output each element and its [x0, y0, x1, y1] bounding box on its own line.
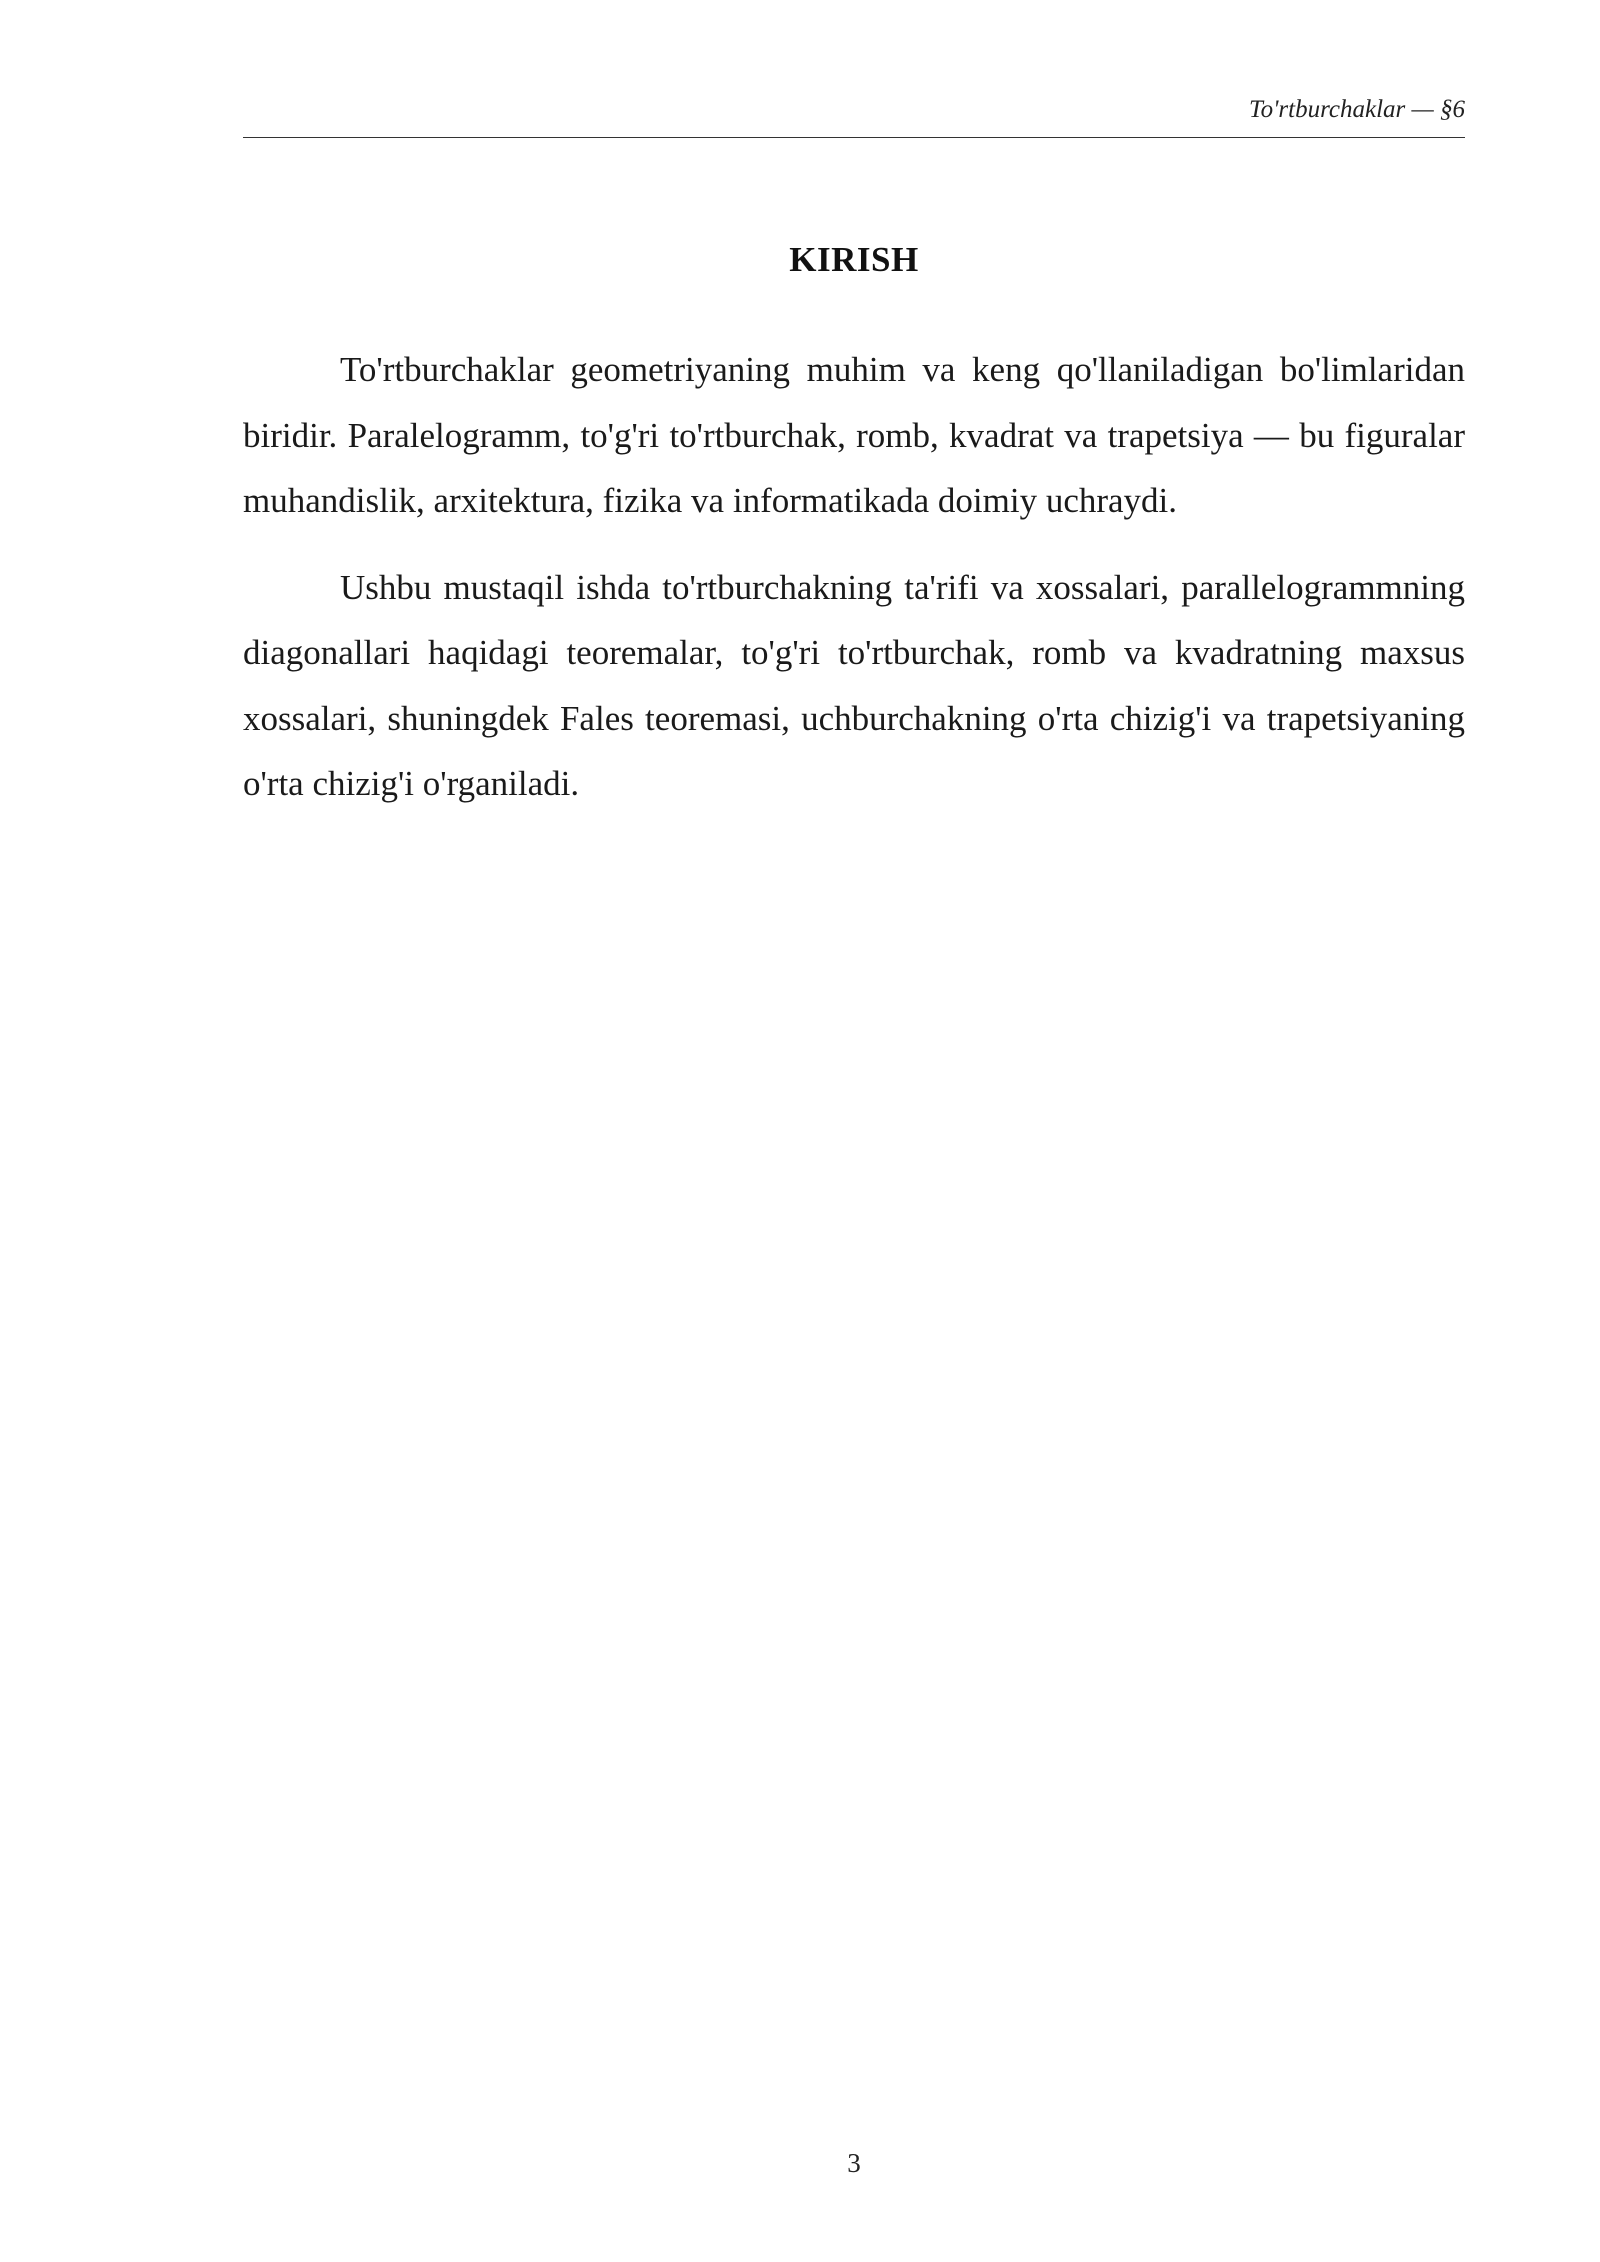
- paragraph-intro: To'rtburchaklar geometriyaning muhim va keng qo'llaniladigan bo'limlaridan biridir. Paralelogramm, to'g'ri to'rtburchak, romb, kvadrat va trapetsiya — bu figuralar muhandislik, arxitektura, fizika va informatikada doimiy uchraydi.: [243, 350, 1465, 520]
- section-title: KIRISH: [789, 240, 919, 279]
- body-text: [243, 337, 1465, 838]
- paragraph-scope: Ushbu mustaqil ishda to'rtburchakning ta'rifi va xossalari, parallelogrammning diagonallari haqidagi teoremalar, to'g'ri to'rtburchak, romb va kvadratning maxsus xossalari, shuningdek Fales teoremasi, uchburchakning o'rta chizig'i va trapetsiyaning o'rta chizig'i o'rganiladi.: [243, 567, 1465, 803]
- running-header-title: To'rtburchaklar — §6: [1248, 96, 1465, 123]
- running-header: [243, 92, 1465, 138]
- page-number: 3: [847, 2148, 861, 2178]
